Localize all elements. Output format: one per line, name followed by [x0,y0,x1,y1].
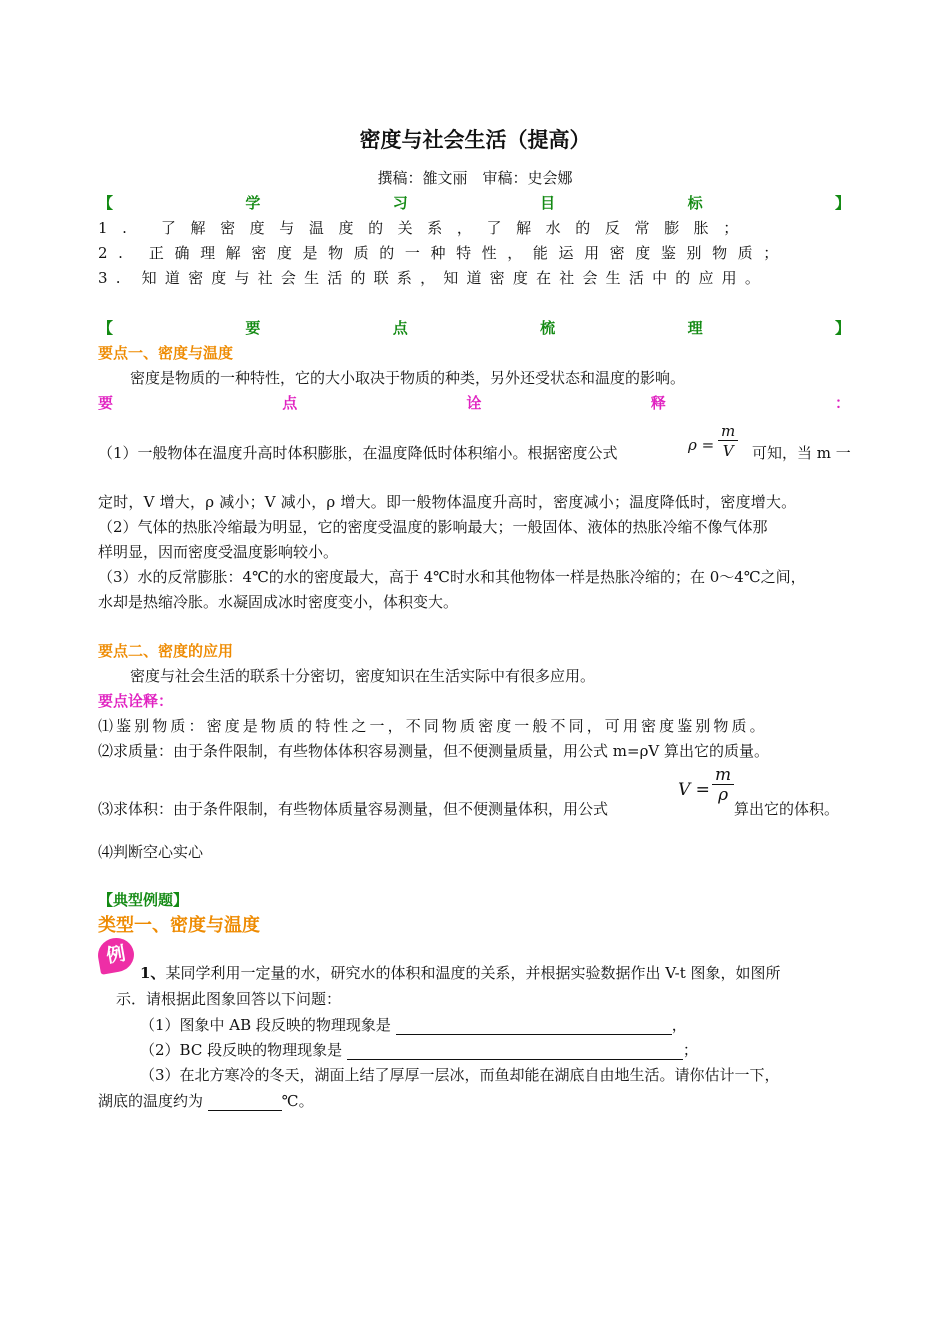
point2-intro: 密度与社会生活的联系十分密切，密度知识在生活实际中有很多应用。 [130,667,596,685]
goals-header-char: 标 [687,194,703,212]
subquestion1 [140,1013,892,1037]
item1-text: （1）一般物体在温度升高时体积膨胀，在温度降低时体积缩小。根据密度公式 [98,444,618,462]
formula-denominator: V [722,442,734,460]
explain-label-char: 释 [650,394,666,412]
point1-explain-label [98,391,850,415]
point1-heading: 要点一、密度与温度 [98,344,234,362]
question-number: 1、 [140,964,166,982]
volume-formula [678,766,734,820]
answer-blank[interactable] [347,1043,683,1060]
formula-lhs: ρ = [688,436,715,454]
item3-text: ⑶求体积：由于条件限制，有些物体质量容易测量，但不便测量体积，用公式 [98,800,609,818]
point1-item2-cont: 样明显，因而密度受温度影响较小。 [98,543,339,561]
goals-header-char: 】 [834,194,850,212]
goals-header-char: 目 [540,194,556,212]
point2-item4: ⑷判断空心实心 [98,843,204,861]
page-title: 密度与社会生活（提高） [359,128,591,152]
explain-label-char: 诠 [466,394,482,412]
formula-fraction [712,766,734,805]
author-line: 撰稿：雒文丽 审稿：史会娜 [377,169,573,187]
type1-heading: 类型一、密度与温度 [98,915,260,936]
question1-line2: 示．请根据此图象回答以下问题： [116,990,342,1008]
sub3-text: 湖底的温度约为 [98,1092,204,1110]
points-header-char: 要 [245,319,261,337]
point2-item2: ⑵求质量：由于条件限制，有些物体体积容易测量，但不便测量质量，用公式 m=ρV 算出它的质量。 [98,742,769,760]
answer-blank[interactable] [396,1018,672,1035]
point1-intro: 密度是物质的一种特性，它的大小取决于物质的种类，另外还受状态和温度的影响。 [130,369,686,387]
formula-denominator: ρ [718,785,729,805]
goals-header-char: 习 [392,194,408,212]
subquestion2 [140,1038,892,1062]
point1-item1-cont: 定时，V 增大，ρ 减小；V 减小，ρ 增大。即一般物体温度升高时，密度减小；温度降低时，密度增大。 [98,493,797,511]
explain-label-char: ： [834,394,850,412]
goal-item: 3. 知道密度与社会生活的联系，知道密度在社会生活中的应用。 [98,269,769,287]
density-formula [688,422,740,472]
points-header-char: 】 [834,319,850,337]
formula-numerator: m [718,422,738,441]
sub2-punct: ； [682,1041,698,1059]
point1-item2: （2）气体的热胀冷缩最为明显，它的密度受温度的影响最大；一般固体、液体的热胀冷缩不像气体那 [98,518,768,536]
goal-item: 2. 正确理解密度是物质的一种特性，能运用密度鉴别物质； [98,244,789,262]
points-header [98,316,850,340]
point2-item1: ⑴鉴别物质：密度是物质的特性之一，不同物质密度一般不同，可用密度鉴别物质。 [98,717,768,735]
point1-item3: （3）水的反常膨胀：4℃的水的密度最大，高于 4℃时水和其他物体一样是热胀冷缩的；在 0～4℃之间， [98,568,806,586]
question-text: 某同学利用一定量的水，研究水的体积和温度的关系，并根据实验数据作出 V-t 图象，如图所 [165,964,781,982]
formula-lhs: V = [678,780,710,800]
points-header-char: 理 [687,319,703,337]
subquestion3: （3）在北方寒冷的冬天，湖面上结了厚厚一层冰，而鱼却能在湖底自由地生活。请你估计一下， [140,1066,780,1084]
goals-header-char: 【 [98,194,114,212]
goal-item: 1. 了解密度与温度的关系，了解水的反常膨胀； [98,219,753,237]
sub3-unit: ℃。 [281,1092,314,1110]
formula-fraction [718,422,738,461]
explain-label-char: 要 [98,394,114,412]
sub2-text: （2）BC 段反映的物理现象是 [140,1041,343,1059]
subquestion3-cont [98,1089,850,1113]
points-header-char: 梳 [540,319,556,337]
example-badge: 例 [95,935,136,975]
explain-label-char: 点 [282,394,298,412]
formula-numerator: m [712,766,734,785]
point1-item3-cont: 水却是热缩冷胀。水凝固成冰时密度变小，体积变大。 [98,593,459,611]
points-header-char: 【 [98,319,114,337]
points-header-char: 点 [392,319,408,337]
sub1-text: （1）图象中 AB 段反映的物理现象是 [140,1016,391,1034]
item3-post: 算出它的体积。 [734,800,840,818]
examples-header: 【典型例题】 [98,891,189,909]
sub1-punct: ， [671,1016,687,1034]
goals-header-char: 学 [245,194,261,212]
answer-blank[interactable] [208,1094,282,1111]
goals-header [98,191,850,215]
point2-heading: 要点二、密度的应用 [98,642,234,660]
point2-explain-label: 要点诠释： [98,692,174,710]
question1-line1 [140,961,852,985]
item1-post: 可知，当 m 一 [752,444,851,462]
